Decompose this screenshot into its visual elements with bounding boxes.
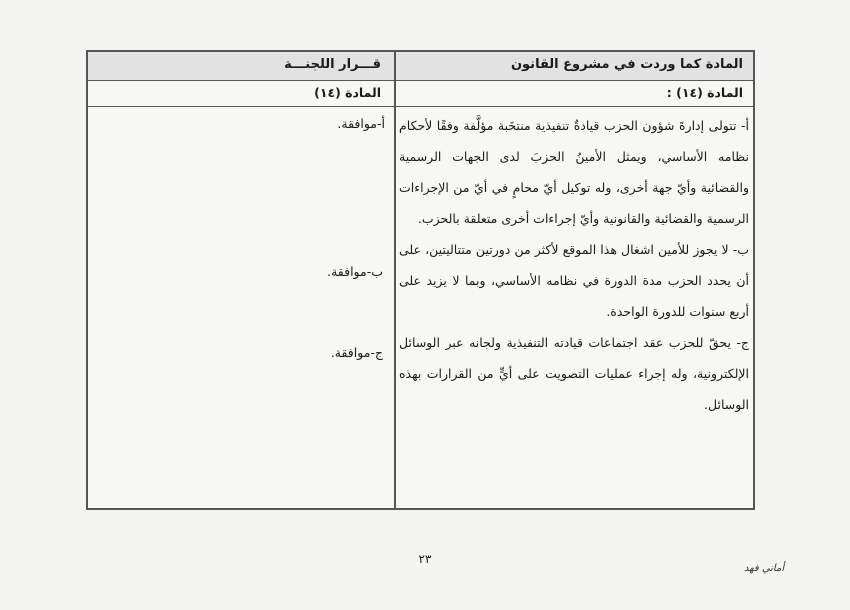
page-number: ٢٣ [418,552,432,566]
header-committee-decision: قـــرار اللجنـــة [284,57,381,72]
article-text [399,110,749,420]
article-number-right: المادة (١٤) : [666,85,743,100]
decision-a: أ-موافقة. [337,116,385,131]
table-header-row [88,52,753,81]
decision-c: ج-موافقة. [330,345,383,360]
decision-b: ب-موافقة. [327,264,383,279]
paragraph-a: أ- تتولى إدارةَ شؤون الحزب قيادةٌ تنفيذية منتخَبة مؤلَّفة وفقًا لأحكام نظامه الأساسي، ويمثل الأمينُ الحزبَ لدى الجهات الرسمية والقضائية وأيّ جهة أخرى، وله توكيل أيّ محامٍ في أيّ من الإجراءات الرسمية والقضائية والقانونية وأيّ إجراءات أخرى متعلقة بالحزب. [399,118,749,226]
signature: أماني فهد [744,563,785,574]
paragraph-b: ب- لا يجوز للأمين اشغال هذا الموقع لأكثر من دورتين متتاليتين، على أن يحدد الحزب مدة الدورة في نظامه الأساسي، وبما لا يزيد على أربع سنوات للدورة الواحدة. [399,242,749,319]
paragraph-c: ج- يحقّ للحزب عقد اجتماعات قيادته التنفيذية ولجانه عبر الوسائل الإلكترونية، وله إجراء عمليات التصويت على أيٍّ من القرارات بهذه الوسائل. [399,335,749,412]
header-law-article: المادة كما وردت في مشروع القانون [510,57,743,72]
table-subheader-row [88,80,753,107]
comparison-table [86,50,755,510]
article-number-left: المادة (١٤) [314,85,381,100]
column-divider [394,52,396,508]
